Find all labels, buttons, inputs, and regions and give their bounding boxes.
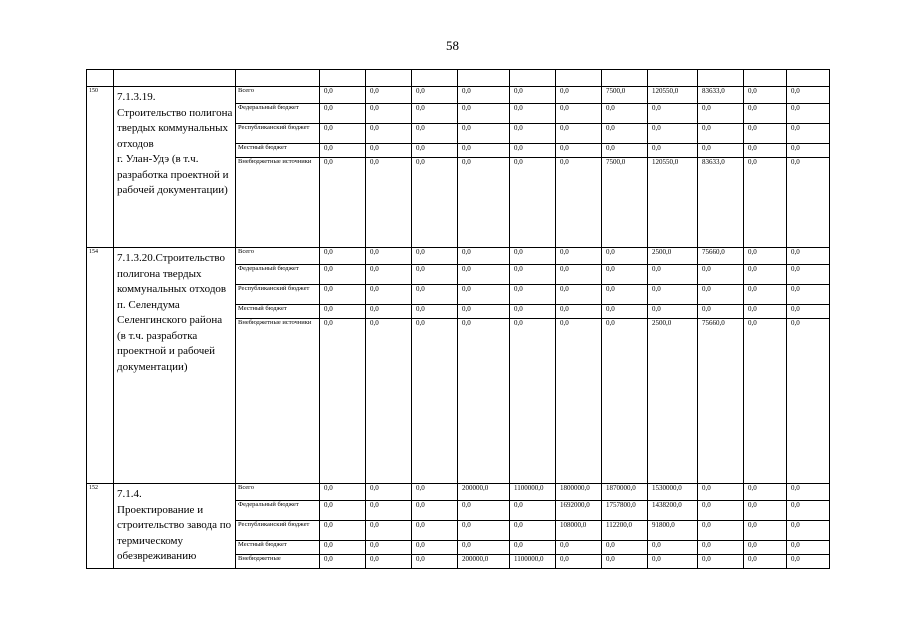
header-cell (87, 70, 114, 87)
amount-cell: 200000,0 (458, 555, 510, 569)
amount-cell: 0,0 (366, 124, 412, 144)
amount-cell: 0,0 (366, 541, 412, 555)
amount-cell: 2500,0 (648, 248, 698, 265)
amount-cell: 0,0 (320, 158, 366, 248)
header-cell (556, 70, 602, 87)
amount-cell: 0,0 (602, 285, 648, 305)
amount-cell: 0,0 (320, 144, 366, 158)
amount-cell: 75660,0 (698, 248, 744, 265)
amount-cell: 0,0 (698, 144, 744, 158)
amount-cell: 0,0 (412, 87, 458, 104)
amount-cell: 0,0 (412, 104, 458, 124)
amount-cell: 0,0 (366, 521, 412, 541)
table-row (87, 484, 830, 501)
amount-cell: 0,0 (556, 319, 602, 484)
amount-cell: 0,0 (366, 555, 412, 569)
amount-cell: 0,0 (787, 285, 830, 305)
header-cell (648, 70, 698, 87)
row-number: 152 (87, 484, 114, 569)
amount-cell: 0,0 (648, 305, 698, 319)
table-row (87, 248, 830, 265)
amount-cell: 0,0 (412, 248, 458, 265)
amount-cell: 1870000,0 (602, 484, 648, 501)
amount-cell: 0,0 (648, 541, 698, 555)
amount-cell: 0,0 (787, 87, 830, 104)
amount-cell: 1800000,0 (556, 484, 602, 501)
amount-cell: 0,0 (787, 158, 830, 248)
funding-source: Республиканский бюджет (236, 124, 320, 144)
amount-cell: 0,0 (648, 265, 698, 285)
amount-cell: 0,0 (556, 285, 602, 305)
amount-cell: 0,0 (510, 124, 556, 144)
amount-cell: 0,0 (556, 124, 602, 144)
amount-cell: 7500,0 (602, 158, 648, 248)
funding-source: Всего (236, 484, 320, 501)
amount-cell: 0,0 (320, 555, 366, 569)
amount-cell: 0,0 (602, 104, 648, 124)
amount-cell: 0,0 (698, 501, 744, 521)
amount-cell: 0,0 (366, 265, 412, 285)
amount-cell: 0,0 (556, 87, 602, 104)
amount-cell: 0,0 (510, 104, 556, 124)
amount-cell: 0,0 (510, 541, 556, 555)
amount-cell: 0,0 (744, 265, 787, 285)
amount-cell: 0,0 (320, 248, 366, 265)
amount-cell: 0,0 (602, 144, 648, 158)
row-number: 154 (87, 248, 114, 484)
amount-cell: 2500,0 (648, 319, 698, 484)
funding-source: Республиканский бюджет (236, 521, 320, 541)
amount-cell: 0,0 (366, 319, 412, 484)
amount-cell: 0,0 (320, 104, 366, 124)
header-cell (114, 70, 236, 87)
amount-cell: 0,0 (320, 521, 366, 541)
amount-cell: 0,0 (648, 285, 698, 305)
amount-cell: 0,0 (602, 555, 648, 569)
amount-cell: 0,0 (320, 265, 366, 285)
amount-cell: 0,0 (787, 484, 830, 501)
row-number: 150 (87, 87, 114, 248)
amount-cell: 83633,0 (698, 87, 744, 104)
header-cell (787, 70, 830, 87)
amount-cell: 0,0 (510, 319, 556, 484)
amount-cell: 7500,0 (602, 87, 648, 104)
amount-cell: 0,0 (744, 104, 787, 124)
amount-cell: 0,0 (744, 87, 787, 104)
amount-cell: 0,0 (366, 158, 412, 248)
amount-cell: 0,0 (602, 248, 648, 265)
amount-cell: 0,0 (412, 521, 458, 541)
header-cell (510, 70, 556, 87)
amount-cell: 0,0 (412, 124, 458, 144)
amount-cell: 0,0 (744, 555, 787, 569)
amount-cell: 1438200,0 (648, 501, 698, 521)
amount-cell: 1530000,0 (648, 484, 698, 501)
amount-cell: 0,0 (648, 144, 698, 158)
amount-cell: 0,0 (412, 541, 458, 555)
header-cell (698, 70, 744, 87)
funding-source: Внебюджетные источники (236, 158, 320, 248)
amount-cell: 0,0 (320, 124, 366, 144)
amount-cell: 0,0 (787, 305, 830, 319)
table-header-row (87, 70, 830, 87)
amount-cell: 0,0 (366, 248, 412, 265)
amount-cell: 0,0 (458, 104, 510, 124)
funding-source: Республиканский бюджет (236, 285, 320, 305)
amount-cell: 0,0 (698, 484, 744, 501)
amount-cell: 0,0 (744, 248, 787, 265)
funding-source: Всего (236, 248, 320, 265)
header-cell (236, 70, 320, 87)
amount-cell: 0,0 (510, 501, 556, 521)
amount-cell: 120550,0 (648, 158, 698, 248)
amount-cell: 0,0 (602, 265, 648, 285)
amount-cell: 0,0 (602, 319, 648, 484)
amount-cell: 0,0 (510, 305, 556, 319)
header-cell (602, 70, 648, 87)
amount-cell: 0,0 (412, 501, 458, 521)
amount-cell: 0,0 (698, 124, 744, 144)
amount-cell: 0,0 (744, 541, 787, 555)
amount-cell: 0,0 (412, 158, 458, 248)
amount-cell: 0,0 (320, 285, 366, 305)
amount-cell: 75660,0 (698, 319, 744, 484)
amount-cell: 0,0 (787, 521, 830, 541)
amount-cell: 0,0 (458, 144, 510, 158)
amount-cell: 0,0 (412, 265, 458, 285)
amount-cell: 0,0 (556, 144, 602, 158)
amount-cell: 0,0 (698, 555, 744, 569)
amount-cell: 0,0 (787, 104, 830, 124)
amount-cell: 0,0 (602, 305, 648, 319)
header-cell (744, 70, 787, 87)
amount-cell: 0,0 (366, 484, 412, 501)
amount-cell: 0,0 (366, 285, 412, 305)
header-cell (366, 70, 412, 87)
amount-cell: 0,0 (412, 555, 458, 569)
amount-cell: 0,0 (556, 305, 602, 319)
amount-cell: 0,0 (556, 555, 602, 569)
amount-cell: 0,0 (320, 87, 366, 104)
amount-cell: 108000,0 (556, 521, 602, 541)
amount-cell: 0,0 (320, 501, 366, 521)
amount-cell: 0,0 (320, 305, 366, 319)
amount-cell: 0,0 (698, 541, 744, 555)
amount-cell: 0,0 (744, 484, 787, 501)
amount-cell: 83633,0 (698, 158, 744, 248)
amount-cell: 0,0 (744, 501, 787, 521)
amount-cell: 0,0 (366, 104, 412, 124)
amount-cell: 112200,0 (602, 521, 648, 541)
amount-cell: 0,0 (366, 501, 412, 521)
amount-cell: 0,0 (458, 124, 510, 144)
amount-cell: 0,0 (787, 144, 830, 158)
amount-cell: 0,0 (698, 265, 744, 285)
amount-cell: 0,0 (510, 285, 556, 305)
amount-cell: 0,0 (787, 319, 830, 484)
amount-cell: 0,0 (366, 144, 412, 158)
amount-cell: 0,0 (510, 265, 556, 285)
amount-cell: 1692000,0 (556, 501, 602, 521)
funding-source: Местный бюджет (236, 305, 320, 319)
amount-cell: 0,0 (744, 305, 787, 319)
amount-cell: 1100000,0 (510, 555, 556, 569)
amount-cell: 0,0 (320, 319, 366, 484)
table-row (87, 87, 830, 104)
amount-cell: 0,0 (458, 285, 510, 305)
measure-name: 7.1.3.20.Строительство полигона твердых коммунальных отходов п. Селендума Селенгинского района (в т.ч. разработка проектной и рабочей документации) (114, 248, 236, 484)
amount-cell: 0,0 (556, 104, 602, 124)
page-number: 58 (446, 38, 459, 53)
amount-cell: 0,0 (648, 124, 698, 144)
amount-cell: 0,0 (412, 285, 458, 305)
funding-source: Местный бюджет (236, 541, 320, 555)
amount-cell: 0,0 (602, 541, 648, 555)
header-cell (320, 70, 366, 87)
measure-name: 7.1.4. Проектирование и строительство завода по термическому обезвреживанию (114, 484, 236, 569)
amount-cell: 0,0 (366, 305, 412, 319)
funding-source: Внебюджетные (236, 555, 320, 569)
funding-source: Всего (236, 87, 320, 104)
header-cell (458, 70, 510, 87)
amount-cell: 1100000,0 (510, 484, 556, 501)
amount-cell: 0,0 (510, 144, 556, 158)
amount-cell: 0,0 (412, 144, 458, 158)
funding-source: Местный бюджет (236, 144, 320, 158)
amount-cell: 0,0 (320, 541, 366, 555)
header-cell (412, 70, 458, 87)
amount-cell: 0,0 (648, 555, 698, 569)
amount-cell: 0,0 (698, 285, 744, 305)
amount-cell: 0,0 (698, 305, 744, 319)
amount-cell: 0,0 (556, 265, 602, 285)
amount-cell: 0,0 (744, 124, 787, 144)
amount-cell: 0,0 (458, 248, 510, 265)
amount-cell: 0,0 (458, 521, 510, 541)
amount-cell: 0,0 (510, 87, 556, 104)
amount-cell: 0,0 (458, 501, 510, 521)
amount-cell: 0,0 (412, 305, 458, 319)
amount-cell: 0,0 (556, 541, 602, 555)
amount-cell: 0,0 (320, 484, 366, 501)
amount-cell: 0,0 (744, 144, 787, 158)
amount-cell: 0,0 (744, 285, 787, 305)
amount-cell: 0,0 (458, 305, 510, 319)
amount-cell: 0,0 (412, 319, 458, 484)
amount-cell: 0,0 (510, 248, 556, 265)
measure-name: 7.1.3.19. Строительство полигона твердых коммунальных отходов г. Улан-Удэ (в т.ч. разработка проектной и рабочей документации) (114, 87, 236, 248)
amount-cell: 0,0 (510, 158, 556, 248)
amount-cell: 0,0 (458, 319, 510, 484)
amount-cell: 0,0 (787, 501, 830, 521)
amount-cell: 0,0 (510, 521, 556, 541)
budget-table (86, 69, 830, 569)
amount-cell: 0,0 (366, 87, 412, 104)
amount-cell: 91800,0 (648, 521, 698, 541)
amount-cell: 0,0 (556, 248, 602, 265)
amount-cell: 0,0 (648, 104, 698, 124)
amount-cell: 0,0 (556, 158, 602, 248)
amount-cell: 0,0 (787, 555, 830, 569)
funding-source: Внебюджетные источники (236, 319, 320, 484)
amount-cell: 0,0 (787, 265, 830, 285)
amount-cell: 0,0 (458, 541, 510, 555)
amount-cell: 0,0 (458, 265, 510, 285)
funding-source: Федеральный бюджет (236, 265, 320, 285)
amount-cell: 0,0 (458, 87, 510, 104)
amount-cell: 1757800,0 (602, 501, 648, 521)
amount-cell: 200000,0 (458, 484, 510, 501)
amount-cell: 0,0 (744, 158, 787, 248)
amount-cell: 120550,0 (648, 87, 698, 104)
funding-source: Федеральный бюджет (236, 501, 320, 521)
amount-cell: 0,0 (698, 521, 744, 541)
amount-cell: 0,0 (458, 158, 510, 248)
amount-cell: 0,0 (787, 541, 830, 555)
amount-cell: 0,0 (744, 521, 787, 541)
amount-cell: 0,0 (698, 104, 744, 124)
funding-source: Федеральный бюджет (236, 104, 320, 124)
amount-cell: 0,0 (787, 248, 830, 265)
amount-cell: 0,0 (412, 484, 458, 501)
amount-cell: 0,0 (602, 124, 648, 144)
amount-cell: 0,0 (744, 319, 787, 484)
amount-cell: 0,0 (787, 124, 830, 144)
